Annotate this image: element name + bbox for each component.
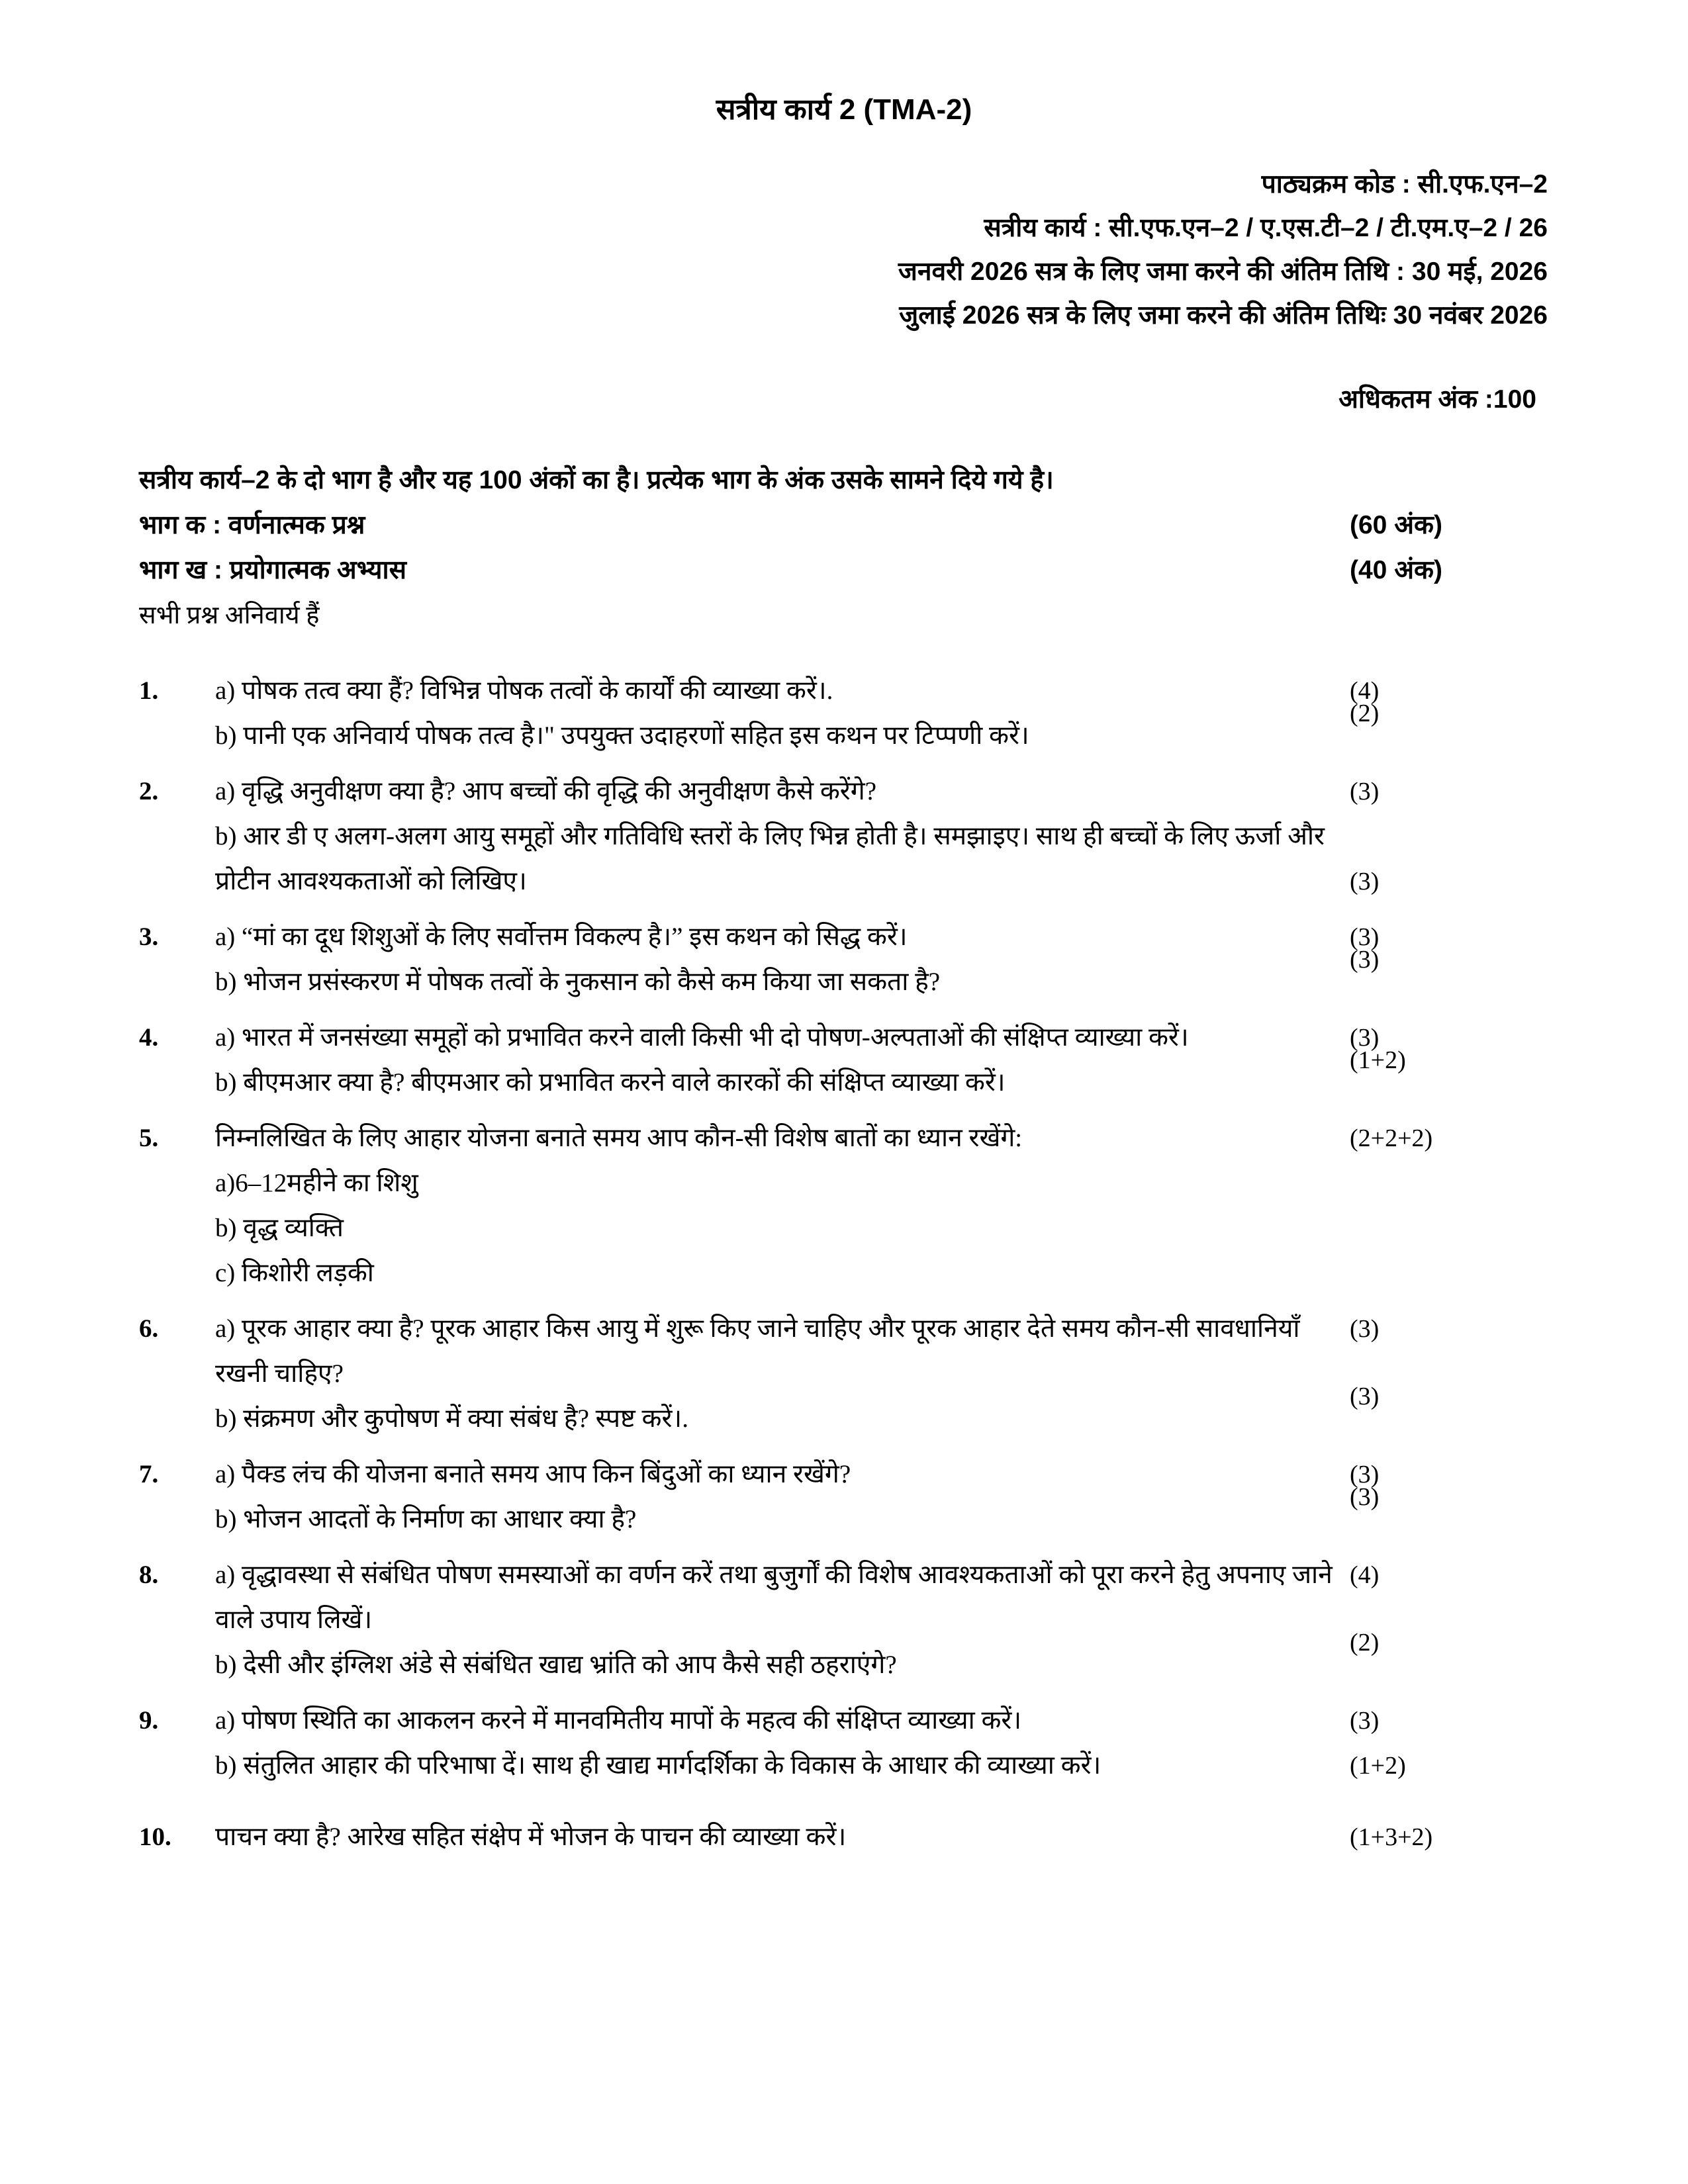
course-code-line: पाठ्यक्रम कोड : सी.एफ.एन–2 <box>1261 170 1548 199</box>
question-part <box>215 1698 1481 1743</box>
question-text: c) किशोरी लड़की <box>215 1259 374 1287</box>
question-text: a) वृद्धि अनुवीक्षण क्या है? आप बच्चों की वृद्धि की अनुवीक्षण कैसे करेंगे? <box>215 777 877 805</box>
assignment-code-line: सत्रीय कार्य : सी.एफ.एन–2 / ए.एस.टी–2 / टी.एम.ए–2 / 26 <box>984 214 1548 242</box>
question-marks: (4) <box>1350 677 1380 705</box>
question-number: 6. <box>139 1314 159 1343</box>
question-part <box>215 1015 1481 1060</box>
question-marks: (3) <box>1350 923 1380 951</box>
question-text: a) पोषक तत्व क्या हैं? विभिन्न पोषक तत्वों के कार्यों की व्याख्या करें।. <box>215 676 833 705</box>
compulsory-note: सभी प्रश्न अनिवार्य हैं <box>139 602 320 629</box>
question-number: 4. <box>139 1023 159 1052</box>
question-part <box>215 814 1481 904</box>
question-part <box>215 1046 1481 1105</box>
question-text: b) संक्रमण और कुपोषण में क्या संबंध है? स्पष्ट करें।. <box>215 1404 688 1433</box>
question-text: b) भोजन प्रसंस्करण में पोषक तत्वों के नुकसान को कैसे कम किया जा सकता है? <box>215 968 941 996</box>
question-row <box>139 769 1481 904</box>
question-body <box>215 1815 1481 1860</box>
part-a-marks: (60 अंक) <box>1350 511 1442 539</box>
question-marks: (3) <box>1350 1461 1380 1488</box>
question-body <box>215 668 1481 758</box>
question-row <box>139 1553 1481 1688</box>
question-text: b) वृद्ध व्यक्ति <box>215 1214 344 1242</box>
question-number: 8. <box>139 1561 159 1589</box>
part-b-label: भाग ख : प्रयोगात्मक अभ्यास <box>139 556 407 584</box>
question-number: 1. <box>139 676 159 705</box>
question-text: पाचन क्या है? आरेख सहित संक्षेप में भोजन के पाचन की व्याख्या करें। <box>215 1823 847 1851</box>
question-text: a) वृद्धावस्था से संबंधित पोषण समस्याओं का वर्णन करें तथा बुजुर्गों की विशेष आवश्यकताओं को पूरा करने हेतु अपनाए जाने वाले उपाय लिखें। <box>215 1561 1333 1634</box>
intro-section <box>0 458 1688 638</box>
question-body <box>215 769 1481 904</box>
question-part <box>215 769 1481 814</box>
question-text: a) पोषण स्थिति का आकलन करने में मानवमितीय मापों के महत्व की संक्षिप्त व्याख्या करें। <box>215 1706 1022 1735</box>
question-part <box>215 915 1481 960</box>
question-part <box>215 1161 1481 1206</box>
question-part <box>215 1815 1481 1860</box>
question-number: 10. <box>139 1823 171 1851</box>
question-text: b) आर डी ए अलग-अलग आयु समूहों और गतिविधि स्तरों के लिए भिन्न होती है। समझाइए। साथ ही बच्चों के लिए ऊर्जा और प्रोटीन आवश्यकताओं को लिखिए। <box>215 822 1325 895</box>
question-body <box>215 1698 1481 1788</box>
question-part <box>215 946 1481 1005</box>
question-part <box>215 1743 1481 1788</box>
question-row <box>139 1698 1481 1788</box>
part-a-row <box>139 503 1481 548</box>
max-marks-line: अधिकतम अंक :100 <box>1338 385 1536 414</box>
question-part <box>215 700 1481 758</box>
question-number: 2. <box>139 777 159 805</box>
question-text: b) पानी एक अनिवार्य पोषक तत्व है।" उपयुक्त उदाहरणों सहित इस कथन पर टिप्पणी करें। <box>215 721 1029 750</box>
question-part <box>215 1483 1481 1542</box>
part-b-row <box>139 548 1481 593</box>
header-info <box>0 163 1688 338</box>
question-row <box>139 1815 1481 1860</box>
question-number: 9. <box>139 1706 159 1735</box>
question-text: a) पूरक आहार क्या है? पूरक आहार किस आयु में शुरू किए जाने चाहिए और पूरक आहार देते समय कौन-सी सावधानियाँ रखनी चाहिए? <box>215 1314 1300 1388</box>
question-part <box>215 1452 1481 1497</box>
january-deadline-line: जनवरी 2026 सत्र के लिए जमा करने की अंतिम तिथि : 30 मई, 2026 <box>898 257 1548 286</box>
question-row <box>139 1015 1481 1105</box>
question-text: b) बीएमआर क्या है? बीएमआर को प्रभावित करने वाले कारकों की संक्षिप्त व्याख्या करें। <box>215 1068 1006 1097</box>
question-part <box>215 1629 1481 1688</box>
question-body <box>215 1553 1481 1688</box>
question-number: 7. <box>139 1460 159 1488</box>
question-marks: (3) <box>1350 946 1380 974</box>
question-marks: (1+2) <box>1350 1046 1406 1074</box>
question-body <box>215 915 1481 1005</box>
july-deadline-line: जुलाई 2026 सत्र के लिए जमा करने की अंतिम तिथिः 30 नवंबर 2026 <box>899 301 1548 330</box>
question-body <box>215 1015 1481 1105</box>
question-marks: (3) <box>1350 1483 1380 1511</box>
question-marks: (2) <box>1350 1629 1380 1657</box>
question-part <box>215 1383 1481 1441</box>
question-text: a) “मां का दूध शिशुओं के लिए सर्वोत्तम विकल्प है।” इस कथन को सिद्ध करें। <box>215 923 908 951</box>
intro-description: सत्रीय कार्य–2 के दो भाग है और यह 100 अंकों का है। प्रत्येक भाग के अंक उसके सामने दिये गये है। <box>139 466 1054 494</box>
question-marks: (2+2+2) <box>1350 1124 1433 1152</box>
part-a-label: भाग क : वर्णनात्मक प्रश्न <box>139 511 365 539</box>
question-body <box>215 1306 1481 1441</box>
question-marks: (1+2) <box>1350 1752 1406 1780</box>
question-row <box>139 1306 1481 1441</box>
question-text: a) भारत में जनसंख्या समूहों को प्रभावित करने वाली किसी भी दो पोषण-अल्पताओं की संक्षिप्त व्याख्या करें। <box>215 1023 1189 1052</box>
question-row <box>139 915 1481 1005</box>
question-text: a)6–12महीने का शिशु <box>215 1169 418 1197</box>
question-row <box>139 668 1481 758</box>
question-marks: (3) <box>1350 1024 1380 1052</box>
question-body <box>215 1452 1481 1542</box>
question-number: 3. <box>139 923 159 951</box>
question-text: b) भोजन आदतों के निर्माण का आधार क्या है? <box>215 1505 637 1533</box>
question-number: 5. <box>139 1124 159 1152</box>
question-marks: (1+3+2) <box>1350 1823 1433 1851</box>
question-row <box>139 1452 1481 1542</box>
question-text: a) पैक्ड लंच की योजना बनाते समय आप किन बिंदुओं का ध्यान रखेंगे? <box>215 1460 851 1488</box>
questions-list <box>0 668 1688 1860</box>
question-text: b) देसी और इंग्लिश अंडे से संबंधित खाद्य भ्रांति को आप कैसे सही ठहराएंगे? <box>215 1651 897 1679</box>
question-marks: (2) <box>1350 700 1380 727</box>
question-part <box>215 1206 1481 1251</box>
question-marks: (3) <box>1350 778 1380 805</box>
question-row <box>139 1116 1481 1296</box>
question-part <box>215 1116 1481 1161</box>
question-marks: (3) <box>1350 1383 1380 1410</box>
question-text: b) संतुलित आहार की परिभाषा दें। साथ ही खाद्य मार्गदर्शिका के विकास के आधार की व्याख्या करें। <box>215 1751 1102 1780</box>
question-part <box>215 1306 1481 1396</box>
page-title: सत्रीय कार्य 2 (TMA-2) <box>716 93 972 126</box>
question-text: निम्नलिखित के लिए आहार योजना बनाते समय आप कौन-सी विशेष बातों का ध्यान रखेंगे: <box>215 1124 1023 1152</box>
question-part <box>215 668 1481 713</box>
part-b-marks: (40 अंक) <box>1350 556 1442 584</box>
question-marks: (3) <box>1350 868 1380 895</box>
question-body <box>215 1116 1481 1296</box>
question-marks: (3) <box>1350 1707 1380 1735</box>
question-part <box>215 1553 1481 1643</box>
question-marks: (4) <box>1350 1561 1380 1589</box>
question-marks: (3) <box>1350 1315 1380 1343</box>
question-part <box>215 1251 1481 1296</box>
